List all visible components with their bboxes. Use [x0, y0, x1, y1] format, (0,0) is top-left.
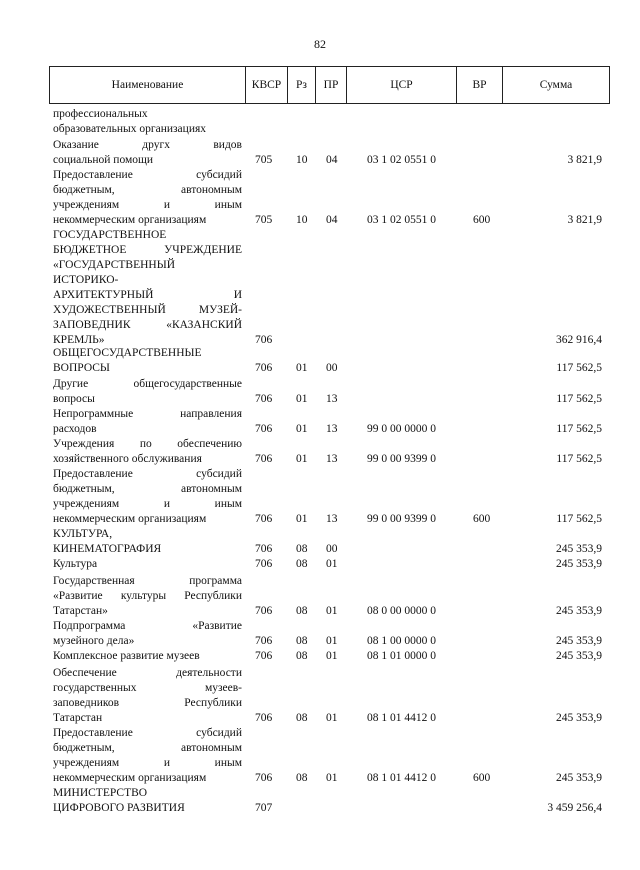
pr-cell: 13	[326, 393, 338, 405]
row-name-line: ИСТОРИКО-	[53, 274, 119, 286]
csr-cell: 99 0 00 9399 0	[367, 513, 436, 525]
page-number: 82	[314, 37, 326, 51]
pr-cell: 04	[326, 154, 338, 166]
row-name-line: вопросы	[53, 393, 95, 405]
sum-cell: 117 562,5	[556, 393, 602, 405]
pr-cell: 04	[326, 214, 338, 226]
row-name-line: государственных музеев-	[53, 682, 242, 694]
kvsr-cell: 706	[255, 543, 273, 555]
table-row	[0, 107, 640, 137]
row-name-line: Предоставление субсидий	[53, 727, 242, 739]
table-row	[0, 437, 640, 467]
row-name-line: Оказание другх видов	[53, 139, 242, 151]
vr-cell: 600	[473, 214, 491, 226]
row-name-line: ГОСУДАРСТВЕННОЕ	[53, 229, 167, 241]
header-rz: Рз	[288, 67, 316, 103]
row-name-line: заповедников Республики	[53, 697, 242, 709]
row-name-line: КУЛЬТУРА,	[53, 528, 113, 540]
kvsr-cell: 707	[255, 802, 273, 814]
row-name-line: Непрограммные направления	[53, 408, 242, 420]
header-vr: ВР	[457, 67, 503, 103]
rz-cell: 08	[296, 558, 308, 570]
pr-cell: 13	[326, 453, 338, 465]
vr-cell: 600	[473, 772, 491, 784]
pr-cell: 01	[326, 605, 338, 617]
row-name-line: Подпрограмма «Развитие	[53, 620, 242, 632]
row-name	[53, 107, 242, 137]
row-name-line: расходов	[53, 423, 97, 435]
row-name-line: Культура	[53, 558, 98, 570]
row-name-line: профессиональных	[53, 108, 148, 120]
kvsr-cell: 706	[255, 772, 273, 784]
row-name-line: ОБЩЕГОСУДАРСТВЕННЫЕ	[53, 347, 202, 359]
sum-cell: 117 562,5	[556, 453, 602, 465]
kvsr-cell: 705	[255, 154, 273, 166]
table-header	[49, 66, 610, 104]
table-row	[0, 666, 640, 726]
rz-cell: 08	[296, 712, 308, 724]
row-name-line: ХУДОЖЕСТВЕННЫЙ МУЗЕЙ-	[53, 304, 242, 316]
sum-cell: 117 562,5	[556, 423, 602, 435]
rz-cell: 01	[296, 453, 308, 465]
header-kvsr: КВСР	[246, 67, 288, 103]
rz-cell: 10	[296, 214, 308, 226]
table-row	[0, 377, 640, 407]
row-name-line: музейного дела»	[53, 635, 135, 647]
table-row	[0, 574, 640, 619]
table-row	[0, 649, 640, 664]
table-row	[0, 726, 640, 786]
kvsr-cell: 706	[255, 362, 273, 374]
kvsr-cell: 706	[255, 635, 273, 647]
csr-cell: 08 1 01 0000 0	[367, 650, 436, 662]
row-name-line: некоммерческим организациям	[53, 214, 207, 226]
header-csr: ЦСР	[347, 67, 457, 103]
header-pr: ПР	[316, 67, 347, 103]
row-name-line: бюджетным, автономным	[53, 483, 242, 495]
row-name-line: АРХИТЕКТУРНЫЙ И	[53, 289, 242, 301]
row-name-line: бюджетным, автономным	[53, 742, 242, 754]
row-name	[53, 228, 242, 348]
rz-cell: 08	[296, 543, 308, 555]
row-name-line: Другие общегосударственные	[53, 378, 242, 390]
row-name	[53, 557, 242, 572]
rz-cell: 08	[296, 605, 308, 617]
kvsr-cell: 706	[255, 605, 273, 617]
row-name-line: Обеспечение деятельности	[53, 667, 242, 679]
row-name	[53, 786, 242, 816]
kvsr-cell: 706	[255, 650, 273, 662]
table-row	[0, 407, 640, 437]
rz-cell: 01	[296, 362, 308, 374]
row-name	[53, 666, 242, 726]
sum-cell: 245 353,9	[556, 558, 602, 570]
csr-cell: 08 1 01 4412 0	[367, 712, 436, 724]
sum-cell: 117 562,5	[556, 513, 602, 525]
row-name-line: Комплексное развитие музеев	[53, 650, 200, 662]
rz-cell: 08	[296, 650, 308, 662]
sum-cell: 3 821,9	[567, 214, 602, 226]
row-name-line: МИНИСТЕРСТВО	[53, 787, 148, 799]
pr-cell: 00	[326, 543, 338, 555]
row-name	[53, 726, 242, 786]
row-name-line: некоммерческим организациям	[53, 513, 207, 525]
table-row	[0, 619, 640, 649]
sum-cell: 3 821,9	[567, 154, 602, 166]
csr-cell: 03 1 02 0551 0	[367, 214, 436, 226]
kvsr-cell: 706	[255, 513, 273, 525]
table-row	[0, 467, 640, 527]
sum-cell: 245 353,9	[556, 712, 602, 724]
table-row	[0, 228, 640, 348]
rz-cell: 01	[296, 393, 308, 405]
row-name-line: «ГОСУДАРСТВЕННЫЙ	[53, 259, 176, 271]
row-name-line: Предоставление субсидий	[53, 468, 242, 480]
csr-cell: 99 0 00 0000 0	[367, 423, 436, 435]
row-name	[53, 168, 242, 228]
rz-cell: 10	[296, 154, 308, 166]
row-name-line: КРЕМЛЬ»	[53, 334, 105, 346]
sum-cell: 245 353,9	[556, 650, 602, 662]
row-name-line: учреждениям и иным	[53, 757, 242, 769]
row-name-line: образовательных организациях	[53, 123, 207, 135]
row-name	[53, 527, 242, 557]
table-row	[0, 168, 640, 228]
row-name-line: учреждениям и иным	[53, 498, 242, 510]
row-name-line: Государственная программа	[53, 575, 242, 587]
row-name	[53, 346, 242, 376]
pr-cell: 01	[326, 772, 338, 784]
rz-cell: 01	[296, 513, 308, 525]
row-name-line: ВОПРОСЫ	[53, 362, 110, 374]
header-name: Наименование	[50, 67, 246, 103]
sum-cell: 117 562,5	[556, 362, 602, 374]
sum-cell: 245 353,9	[556, 635, 602, 647]
pr-cell: 01	[326, 635, 338, 647]
pr-cell: 13	[326, 423, 338, 435]
table-row	[0, 786, 640, 816]
sum-cell: 245 353,9	[556, 772, 602, 784]
row-name	[53, 377, 242, 407]
header-sum: Сумма	[539, 79, 573, 91]
kvsr-cell: 706	[255, 558, 273, 570]
kvsr-cell: 706	[255, 712, 273, 724]
kvsr-cell: 706	[255, 423, 273, 435]
table-row	[0, 138, 640, 168]
row-name-line: ЗАПОВЕДНИК «КАЗАНСКИЙ	[53, 319, 242, 331]
pr-cell: 00	[326, 362, 338, 374]
kvsr-cell: 706	[255, 453, 273, 465]
row-name-line: «Развитие культуры Республики	[53, 590, 242, 602]
row-name	[53, 437, 242, 467]
csr-cell: 08 0 00 0000 0	[367, 605, 436, 617]
sum-cell: 362 916,4	[556, 334, 602, 346]
row-name-line: Предоставление субсидий	[53, 169, 242, 181]
table-row	[0, 557, 640, 572]
csr-cell: 08 1 00 0000 0	[367, 635, 436, 647]
kvsr-cell: 706	[255, 334, 273, 346]
sum-cell: 3 459 256,4	[547, 802, 602, 814]
vr-cell: 600	[473, 513, 491, 525]
pr-cell: 13	[326, 513, 338, 525]
rz-cell: 01	[296, 423, 308, 435]
sum-cell: 245 353,9	[556, 543, 602, 555]
row-name-line: КИНЕМАТОГРАФИЯ	[53, 543, 162, 555]
row-name-line: Татарстан	[53, 712, 103, 724]
row-name	[53, 619, 242, 649]
row-name	[53, 574, 242, 619]
row-name-line: Татарстан»	[53, 605, 108, 617]
row-name-line: учреждениям и иным	[53, 199, 242, 211]
csr-cell: 99 0 00 9399 0	[367, 453, 436, 465]
row-name-line: ЦИФРОВОГО РАЗВИТИЯ	[53, 802, 185, 814]
table-row	[0, 346, 640, 376]
kvsr-cell: 706	[255, 393, 273, 405]
row-name	[53, 467, 242, 527]
csr-cell: 03 1 02 0551 0	[367, 154, 436, 166]
row-name-line: БЮДЖЕТНОЕ УЧРЕЖДЕНИЕ	[53, 244, 242, 256]
pr-cell: 01	[326, 712, 338, 724]
pr-cell: 01	[326, 558, 338, 570]
row-name	[53, 407, 242, 437]
table-row	[0, 527, 640, 557]
csr-cell: 08 1 01 4412 0	[367, 772, 436, 784]
sum-cell: 245 353,9	[556, 605, 602, 617]
row-name-line: Учреждения по обеспечению	[53, 438, 242, 450]
pr-cell: 01	[326, 650, 338, 662]
row-name	[53, 138, 242, 168]
row-name-line: социальной помощи	[53, 154, 154, 166]
row-name	[53, 649, 242, 664]
rz-cell: 08	[296, 635, 308, 647]
row-name-line: бюджетным, автономным	[53, 184, 242, 196]
kvsr-cell: 705	[255, 214, 273, 226]
row-name-line: некоммерческим организациям	[53, 772, 207, 784]
rz-cell: 08	[296, 772, 308, 784]
row-name-line: хозяйственного обслуживания	[53, 453, 202, 465]
